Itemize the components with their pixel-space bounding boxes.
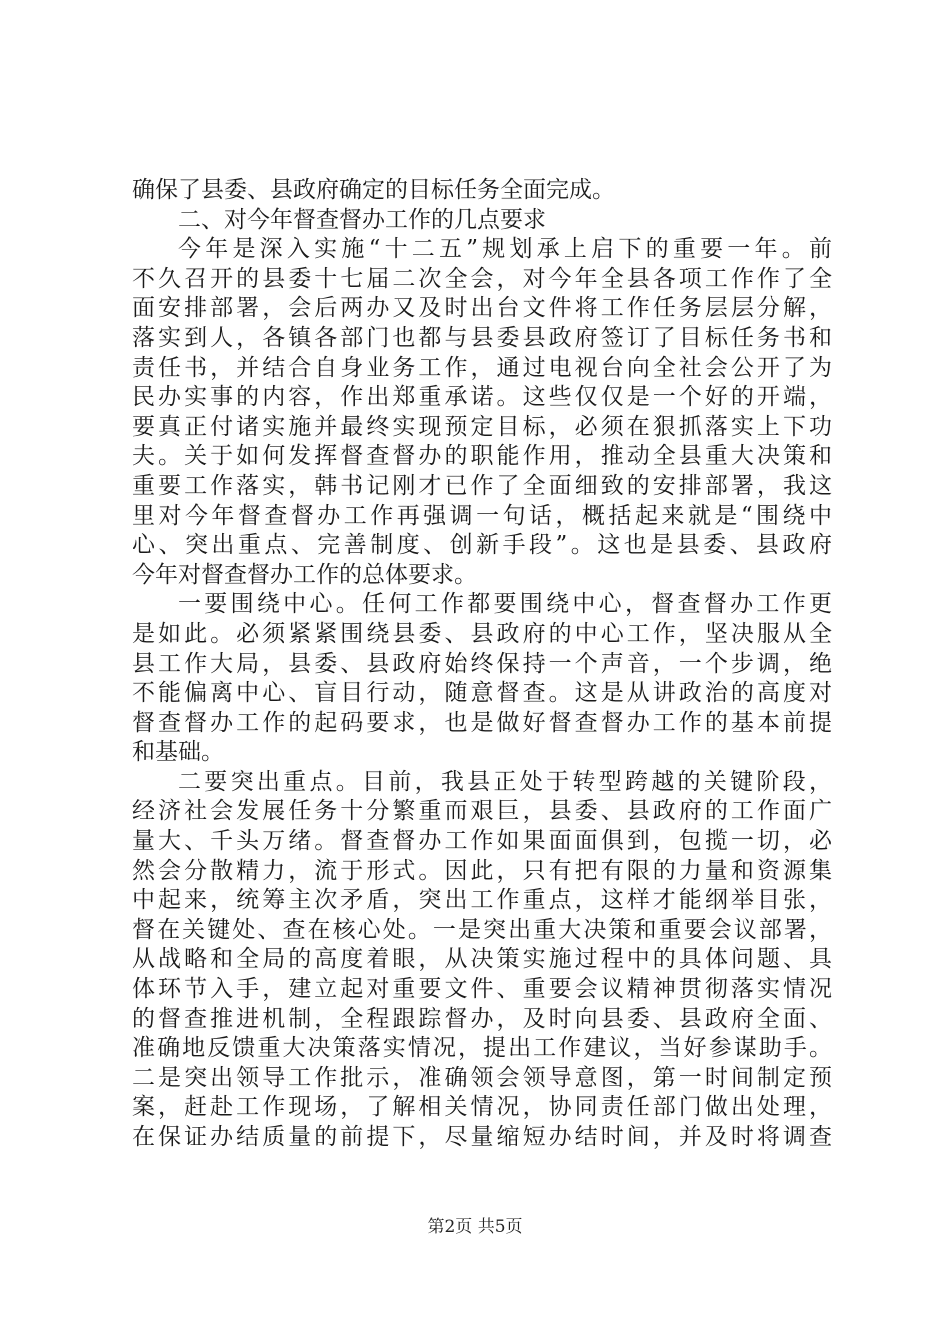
text-line: 里对今年督查督办工作再强调一句话，概括起来就是“围绕中	[132, 502, 832, 529]
text-line: 民办实事的内容，作出郑重承诺。这些仅仅是一个好的开端，	[132, 384, 832, 411]
paragraph-first-line: 一要围绕中心。任何工作都要围绕中心，督查督办工作更	[178, 591, 832, 618]
paragraph-first-line: 二、对今年督查督办工作的几点要求	[178, 206, 546, 233]
text-line: 从战略和全局的高度着眼，从决策实施过程中的具体问题、具	[132, 946, 832, 973]
text-line: 不能偏离中心、盲目行动，随意督查。这是从讲政治的高度对	[132, 680, 832, 707]
text-line: 体环节入手，建立起对重要文件、重要会议精神贯彻落实情况	[132, 976, 832, 1003]
text-line: 心、突出重点、完善制度、创新手段”。这也是县委、县政府	[132, 532, 832, 559]
text-line: 重要工作落实，韩书记刚才已作了全面细致的安排部署，我这	[132, 472, 832, 499]
text-line: 准确地反馈重大决策落实情况，提出工作建议，当好参谋助手。	[132, 1035, 832, 1062]
text-line: 案，赶赴工作现场，了解相关情况，协同责任部门做出处理，	[132, 1094, 832, 1121]
text-line: 量大、千头万绪。督查督办工作如果面面俱到，包揽一切，必	[132, 828, 832, 855]
text-line: 确保了县委、县政府确定的目标任务全面完成。	[132, 177, 615, 203]
text-line: 督在关键处、查在核心处。一是突出重大决策和重要会议部署，	[132, 916, 832, 943]
text-line: 要真正付诸实施并最终实现预定目标，必须在狠抓落实上下功	[132, 413, 832, 440]
paragraph-first-line: 今年是深入实施“十二五”规划承上启下的重要一年。前	[178, 236, 832, 263]
text-line: 面安排部署，会后两办又及时出台文件将工作任务层层分解，	[132, 295, 832, 322]
text-line: 的督查推进机制，全程跟踪督办，及时向县委、县政府全面、	[132, 1005, 832, 1032]
text-line: 督查督办工作的起码要求，也是做好督查督办工作的基本前提	[132, 709, 832, 736]
text-line: 经济社会发展任务十分繁重而艰巨，县委、县政府的工作面广	[132, 798, 832, 825]
page-footer: 第2页 共5页	[427, 1217, 523, 1237]
text-line: 然会分散精力，流于形式。因此，只有把有限的力量和资源集	[132, 857, 832, 884]
text-line: 二是突出领导工作批示，准确领会领导意图，第一时间制定预	[132, 1064, 832, 1091]
text-line: 今年对督查督办工作的总体要求。	[132, 561, 477, 588]
text-line: 是如此。必须紧紧围绕县委、县政府的中心工作，坚决服从全	[132, 620, 832, 647]
text-line: 不久召开的县委十七届二次全会，对今年全县各项工作作了全	[132, 265, 832, 292]
text-line: 责任书，并结合自身业务工作，通过电视台向全社会公开了为	[132, 354, 832, 381]
text-line: 在保证办结质量的前提下，尽量缩短办结时间，并及时将调查	[132, 1124, 832, 1150]
paragraph-first-line: 二要突出重点。目前，我县正处于转型跨越的关键阶段，	[178, 768, 832, 795]
text-line: 县工作大局，县委、县政府始终保持一个声音，一个步调，绝	[132, 650, 832, 677]
text-line: 夫。关于如何发挥督查督办的职能作用，推动全县重大决策和	[132, 443, 832, 470]
body-text	[132, 176, 832, 1153]
text-line: 和基础。	[132, 739, 224, 766]
text-line: 落实到人，各镇各部门也都与县委县政府签订了目标任务书和	[132, 324, 832, 351]
text-line: 中起来，统筹主次矛盾，突出工作重点，这样才能纲举目张，	[132, 887, 832, 914]
